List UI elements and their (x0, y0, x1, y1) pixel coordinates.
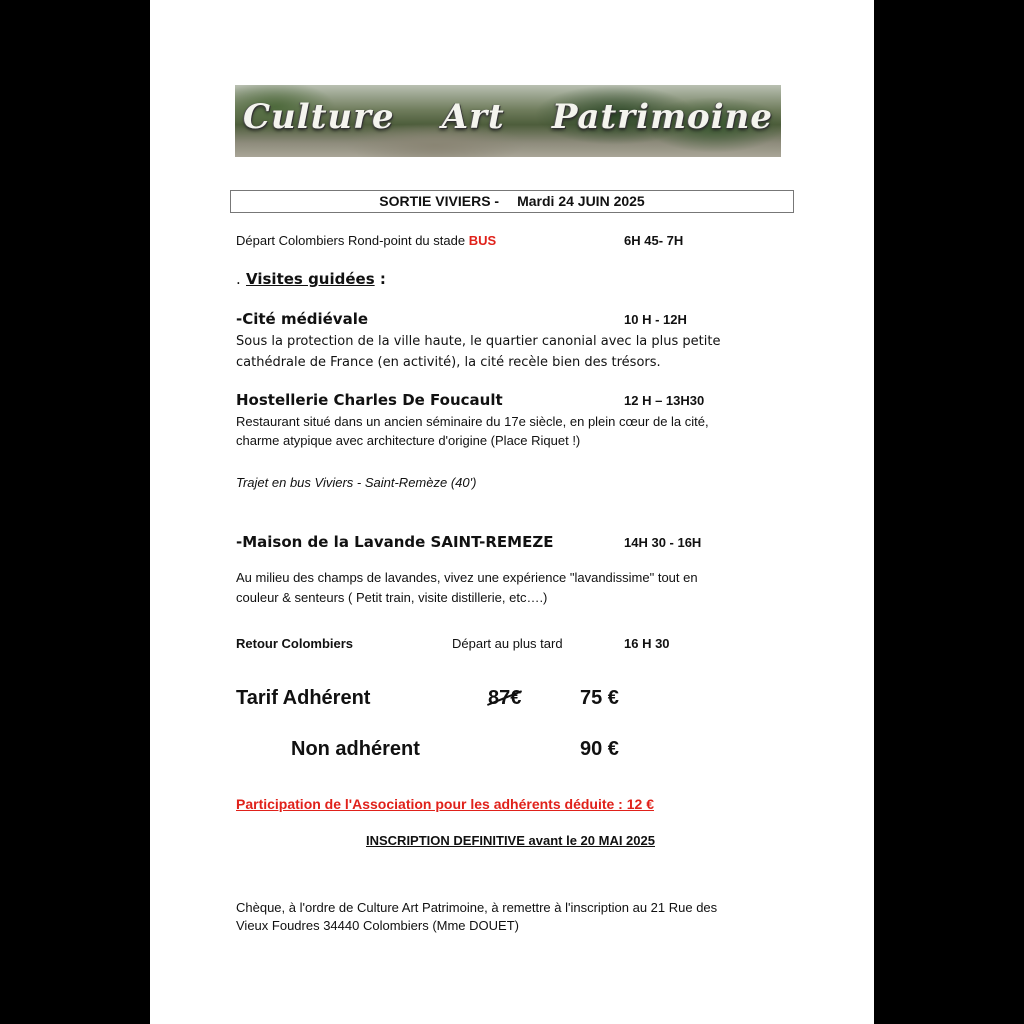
visits-prefix: . (236, 270, 241, 288)
bus-transfer-note: Trajet en bus Viviers - Saint-Remèze (40') (236, 475, 477, 490)
cite-time: 10 H - 12H (624, 312, 687, 327)
banner-word-culture: Culture (243, 97, 395, 137)
bus-label: BUS (468, 233, 497, 248)
lavande-time: 14H 30 - 16H (624, 535, 702, 550)
hostellerie-line-2: charme atypique avec architecture d'origine (Place Riquet !) (236, 433, 581, 448)
visits-label: Visites guidées (246, 270, 375, 288)
outing-title-box (230, 190, 794, 213)
hostellerie-time: 12 H – 13H30 (624, 393, 705, 408)
lavande-line-2: couleur & senteurs ( Petit train, visite distillerie, etc….) (236, 590, 548, 605)
departure-line (236, 233, 496, 248)
lavande-description (236, 568, 796, 608)
hostellerie-title: Hostellerie Charles De Foucault (236, 391, 503, 409)
return-departure-label: Départ au plus tard (452, 636, 563, 651)
return-label: Retour Colombiers (236, 636, 354, 651)
non-member-price: 90 € (580, 738, 619, 760)
association-participation: Participation de l'Association pour les adhérents déduite : 12 € (236, 796, 654, 812)
return-time: 16 H 30 (624, 636, 670, 651)
departure-label: Départ Colombiers Rond-point du stade (236, 233, 466, 248)
departure-time: 6H 45- 7H (624, 233, 684, 248)
hostellerie-line-1: Restaurant situé dans un ancien séminaire du 17e siècle, en plein cœur de la cité, (236, 414, 709, 429)
cite-description (236, 331, 796, 373)
banner-word-patrimoine: Patrimoine (551, 97, 773, 137)
lavande-title: -Maison de la Lavande SAINT-REMEZE (236, 533, 554, 551)
cite-line-1: Sous la protection de la ville haute, le quartier canonial avec la plus petite (236, 334, 721, 349)
cheque-line-1: Chèque, à l'ordre de Culture Art Patrimoine, à remettre à l'inscription au 21 Rue des (236, 900, 718, 915)
visits-suffix: : (374, 270, 386, 288)
cheque-line-2: Vieux Foudres 34440 Colombiers (Mme DOUET) (236, 918, 519, 933)
guided-visits-heading (236, 270, 386, 288)
registration-deadline: INSCRIPTION DEFINITIVE avant le 20 MAI 2025 (366, 833, 655, 848)
outing-title: SORTIE VIVIERS - (379, 193, 500, 209)
outing-date: Mardi 24 JUIN 2025 (517, 193, 645, 209)
member-price: 75 € (580, 687, 619, 709)
header-banner-image (235, 85, 781, 157)
cite-line-2: cathédrale de France (en activité), la cité recèle bien des trésors. (236, 355, 661, 370)
hostellerie-description (236, 412, 796, 450)
cheque-instructions (236, 899, 816, 935)
cite-title: -Cité médiévale (236, 310, 369, 328)
old-price-struck: 87€ (488, 687, 522, 709)
old-price (488, 687, 521, 710)
member-price-label: Tarif Adhérent (236, 687, 371, 709)
banner-title (243, 97, 773, 137)
banner-word-art: Art (441, 97, 505, 137)
lavande-line-1: Au milieu des champs de lavandes, vivez une expérience "lavandissime" tout en (236, 570, 698, 585)
non-member-price-label: Non adhérent (291, 738, 420, 760)
document-page (150, 0, 874, 1024)
